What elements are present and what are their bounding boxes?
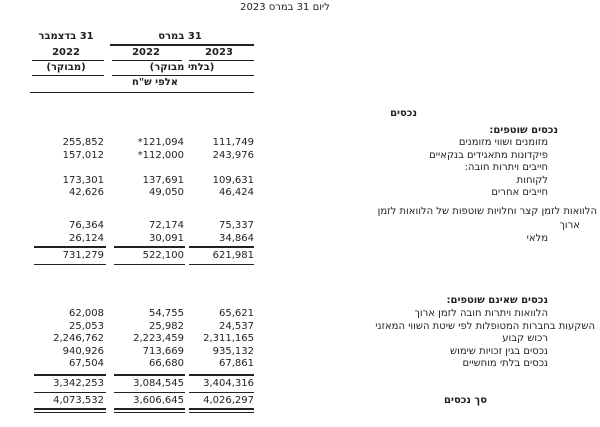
header-unaudited: (בלתי מבוקר): [149, 62, 215, 73]
rule-noncurrent-total-dec: [34, 374, 106, 376]
header-mar-year-prior: 2022: [132, 46, 160, 58]
double-rule-bottom-dec: [34, 412, 106, 414]
cell-inventory-mar2022: 30,091: [149, 233, 184, 244]
cell-ltloans-mar2022: 54,755: [149, 308, 184, 319]
cell-deposits-mar2022: *112,000: [137, 150, 184, 161]
rule-after-current-total-m22: [114, 264, 185, 266]
cell-fixed-mar2022: 2,223,459: [133, 333, 184, 344]
cell-other-mar2023: 46,424: [219, 187, 254, 198]
cell-noncurrent-total-mar2022: 3,084,545: [133, 377, 184, 389]
cell-rou-mar2023: 935,132: [212, 345, 254, 357]
cell-ltloans-mar2023: 65,621: [219, 308, 254, 319]
cell-rou-mar2022: 713,669: [142, 345, 184, 357]
cell-current-total-mar2023: 621,981: [212, 250, 254, 261]
cell-fixed-dec2022: 2,246,762: [53, 333, 104, 344]
rule-current-total-m22: [114, 246, 185, 248]
rule-under-mar-year-prior: [112, 60, 182, 62]
cell-other-mar2022: 49,050: [149, 187, 184, 198]
cell-equity-mar2023: 24,537: [219, 320, 254, 332]
row-label-short-term-loans-line1: הלוואות לזמן קצר וחלויות שוטפות של הלוואות לזמן: [377, 206, 597, 217]
rule-current-total-m23: [189, 246, 254, 248]
cell-noncurrent-total-mar2023: 3,404,316: [203, 377, 254, 389]
cell-equity-mar2022: 25,982: [149, 320, 184, 332]
cell-current-total-dec2022: 731,279: [62, 250, 104, 261]
row-label-lt-loans: הלוואות ויתרות חובה לזמן ארוך: [414, 308, 548, 319]
cell-equity-dec2022: 25,053: [69, 320, 104, 332]
cell-total-assets-mar2023: 4,026,297: [203, 395, 254, 406]
double-rule-top-m23: [189, 408, 254, 410]
double-rule-top-m22: [114, 408, 185, 410]
rule-after-current-total-m23: [189, 264, 254, 266]
row-label-receivables-group: חייבים ויתרות חובה:: [464, 162, 548, 173]
cell-noncurrent-total-dec2022: 3,342,253: [53, 377, 104, 389]
header-audited: (מבוקר): [46, 62, 86, 73]
rule-under-unaudited: [112, 75, 254, 77]
cell-fixed-mar2023: 2,311,165: [203, 333, 254, 344]
section-current-assets: נכסים שוטפים:: [489, 125, 558, 136]
cell-trade-mar2022: 137,691: [142, 175, 184, 186]
cell-current-total-mar2022: 522,100: [142, 250, 184, 261]
header-dec31: 31 בדצמבר: [38, 31, 94, 42]
double-rule-bottom-m22: [114, 412, 185, 414]
cell-inventory-dec2022: 26,124: [69, 233, 104, 244]
cell-trade-dec2022: 173,301: [62, 175, 104, 186]
row-label-right-of-use: נכסים בגין זכויות שימוש: [450, 345, 548, 357]
rule-under-units: [30, 92, 254, 94]
cell-stloans-dec2022: 76,364: [69, 220, 104, 231]
header-dec-year: 2022: [52, 46, 80, 58]
cell-intang-mar2022: 66,680: [149, 358, 184, 369]
rule-noncurrent-total-m22: [114, 374, 185, 376]
cell-intang-mar2023: 67,861: [219, 358, 254, 369]
row-label-equity-investments: השקעות בחברות המטופלות לפי שיטת השווי המאזני: [375, 320, 595, 332]
row-label-inventory: מלאי: [526, 233, 548, 244]
rule-noncurrent-total-m23: [189, 374, 254, 376]
header-mar31: 31 במרס: [158, 31, 202, 42]
cell-stloans-mar2023: 75,337: [219, 220, 254, 231]
cell-rou-dec2022: 940,926: [62, 345, 104, 357]
section-non-current-assets: נכסים שאינם שוטפים:: [446, 295, 548, 306]
cell-deposits-mar2023: 243,976: [212, 150, 254, 161]
double-rule-top-dec: [34, 408, 106, 410]
rule-under-dec-year: [32, 60, 104, 62]
header-units: אלפי ש"ח: [132, 77, 178, 88]
cell-cash-mar2022: *121,094: [137, 137, 184, 148]
cell-total-assets-mar2022: 3,606,645: [133, 395, 184, 406]
rule-under-audited: [32, 75, 104, 77]
row-label-cash: מזומנים ושווי מזומנים: [458, 137, 548, 148]
section-assets: נכסים: [390, 108, 417, 119]
cell-inventory-mar2023: 34,864: [219, 233, 254, 244]
page-title: ליום 31 במרס 2023: [240, 2, 330, 13]
rule-grand-total-m22: [114, 392, 185, 394]
cell-deposits-dec2022: 157,012: [62, 150, 104, 161]
row-label-trade-receivables: לקוחות: [516, 175, 548, 186]
row-label-other-receivables: חייבים אחרים: [491, 187, 548, 198]
cell-cash-dec2022: 255,852: [62, 137, 104, 148]
row-label-intangibles: נכסים בלתי מוחשיים: [462, 358, 548, 369]
row-label-short-term-loans-line2: ארוך: [559, 220, 580, 231]
header-mar-year-current: 2023: [205, 46, 233, 58]
rule-after-current-total-dec: [34, 264, 106, 266]
cell-total-assets-dec2022: 4,073,532: [53, 395, 104, 406]
rule-grand-total-m23: [189, 392, 254, 394]
cell-other-dec2022: 42,626: [69, 187, 104, 198]
cell-cash-mar2023: 111,749: [212, 137, 254, 148]
cell-ltloans-dec2022: 62,008: [69, 308, 104, 319]
row-label-total-assets: סך נכסים: [444, 395, 487, 406]
cell-trade-mar2023: 109,631: [212, 175, 254, 186]
row-label-fixed-assets: רכוש קבוע: [502, 333, 548, 344]
rule-under-mar-year-current: [189, 60, 254, 62]
cell-intang-dec2022: 67,504: [69, 358, 104, 369]
row-label-bank-deposits: פיקדונות מתאגידים בנקאיים: [429, 150, 548, 161]
double-rule-bottom-m23: [189, 412, 254, 414]
rule-under-mar31: [110, 44, 254, 46]
rule-grand-total-dec: [34, 392, 106, 394]
rule-current-total-dec: [34, 246, 106, 248]
cell-stloans-mar2022: 72,174: [149, 220, 184, 231]
